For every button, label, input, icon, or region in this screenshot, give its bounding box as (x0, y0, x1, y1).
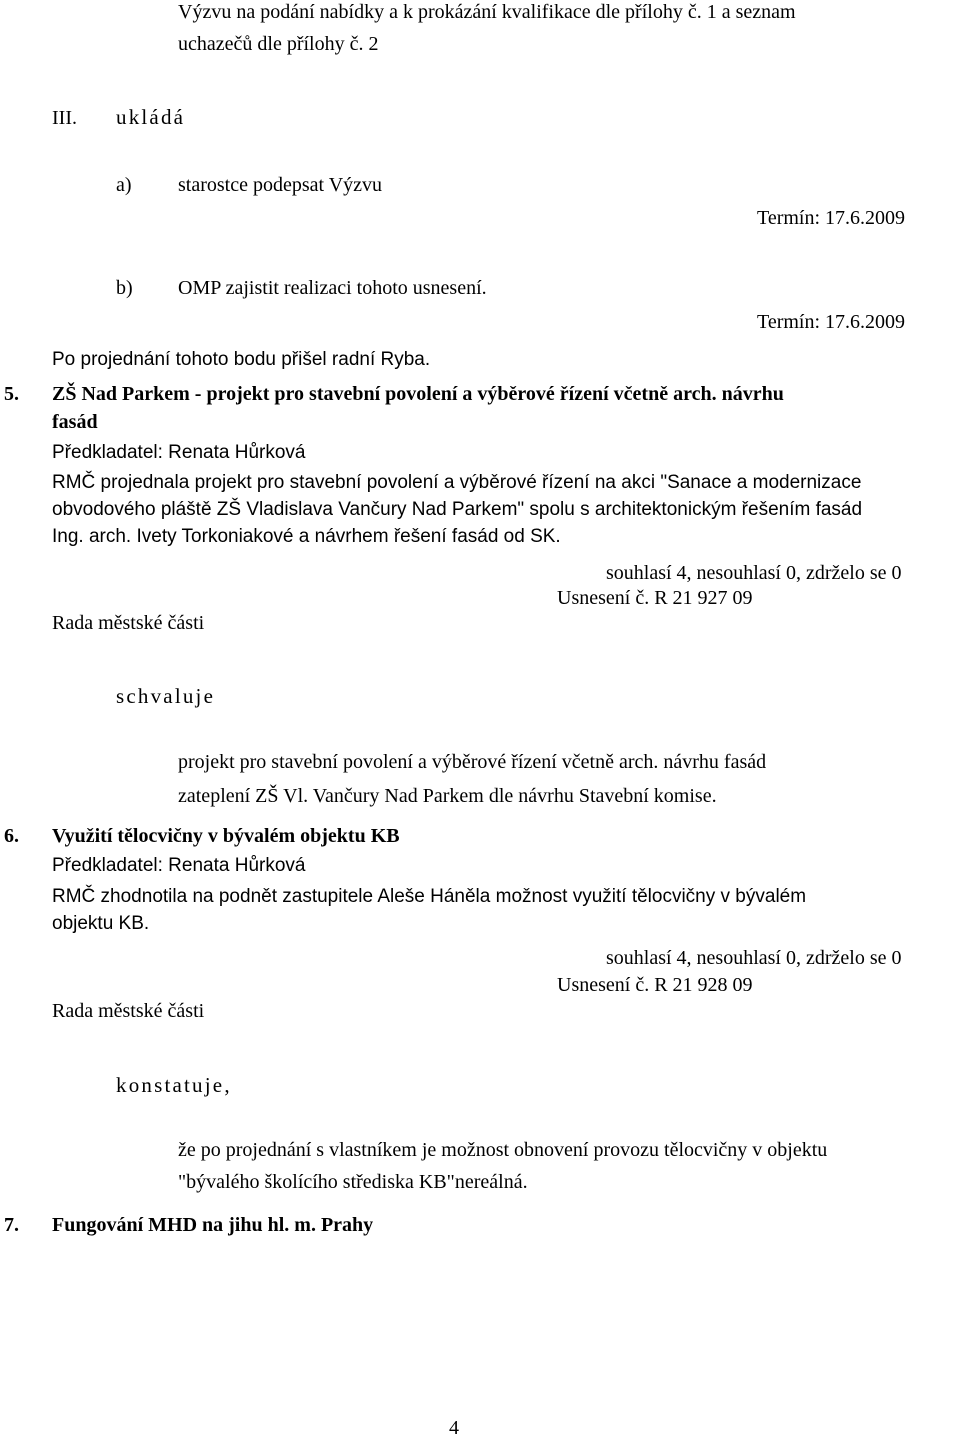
body-line: RMČ projednala projekt pro stavební povolení a výběrové řízení na akci "Sanace a modernizace (52, 472, 862, 493)
item-marker: a) (116, 174, 132, 196)
note: Po projednání tohoto bodu přišel radní Ryba. (52, 349, 431, 370)
text-line: uchazečů dle přílohy č. 2 (178, 33, 379, 55)
text-line: Výzvu na podání nabídky a k prokázání kvalifikace dle přílohy č. 1 a seznam (178, 1, 796, 23)
item-marker: b) (116, 277, 133, 299)
page-number: 4 (449, 1417, 459, 1439)
item-title: ZŠ Nad Parkem - projekt pro stavební povolení a výběrové řízení včetně arch. návrhu (52, 383, 784, 405)
item-title: Využití tělocvičny v bývalém objektu KB (52, 825, 400, 847)
vote-result: souhlasí 4, nesouhlasí 0, zdrželo se 0 (606, 562, 902, 584)
item-title: fasád (52, 411, 98, 433)
deadline: Termín: 17.6.2009 (757, 311, 906, 333)
item-number: 6. (4, 825, 19, 847)
vote-result: souhlasí 4, nesouhlasí 0, zdrželo se 0 (606, 947, 902, 969)
decision-line: že po projednání s vlastníkem je možnost obnovení provozu tělocvičny v objektu (178, 1139, 828, 1161)
resolution-number: Usnesení č. R 21 927 09 (557, 587, 753, 609)
deadline: Termín: 17.6.2009 (757, 207, 906, 229)
decision-line: projekt pro stavební povolení a výběrové řízení včetně arch. návrhu fasád (178, 751, 767, 773)
council-name: Rada městské části (52, 612, 205, 634)
body-line: objektu KB. (52, 913, 150, 934)
item-text: starostce podepsat Výzvu (178, 174, 383, 196)
decision-line: "bývalého školícího střediska KB"nereálná. (178, 1171, 528, 1193)
resolution-number: Usnesení č. R 21 928 09 (557, 974, 753, 996)
council-name: Rada městské části (52, 1000, 205, 1022)
body-line: Ing. arch. Ivety Torkoniakové a návrhem řešení fasád od SK. (52, 526, 561, 547)
section-numeral: III. (52, 107, 77, 129)
resolution-verb: schvaluje (116, 684, 216, 708)
resolution-verb: konstatuje, (116, 1073, 232, 1097)
presenter: Předkladatel: Renata Hůrková (52, 442, 306, 463)
item-number: 5. (4, 383, 19, 405)
resolution-verb: ukládá (116, 105, 186, 129)
item-number: 7. (4, 1214, 19, 1236)
item-text: OMP zajistit realizaci tohoto usnesení. (178, 277, 487, 299)
body-line: RMČ zhodnotila na podnět zastupitele Aleše Háněla možnost využití tělocvičny v bývalém (52, 886, 807, 907)
decision-line: zateplení ZŠ Vl. Vančury Nad Parkem dle návrhu Stavební komise. (178, 785, 717, 807)
item-title: Fungování MHD na jihu hl. m. Prahy (52, 1214, 374, 1236)
body-line: obvodového pláště ZŠ Vladislava Vančury Nad Parkem" spolu s architektonickým řešením fasád (52, 499, 863, 520)
presenter: Předkladatel: Renata Hůrková (52, 855, 306, 876)
